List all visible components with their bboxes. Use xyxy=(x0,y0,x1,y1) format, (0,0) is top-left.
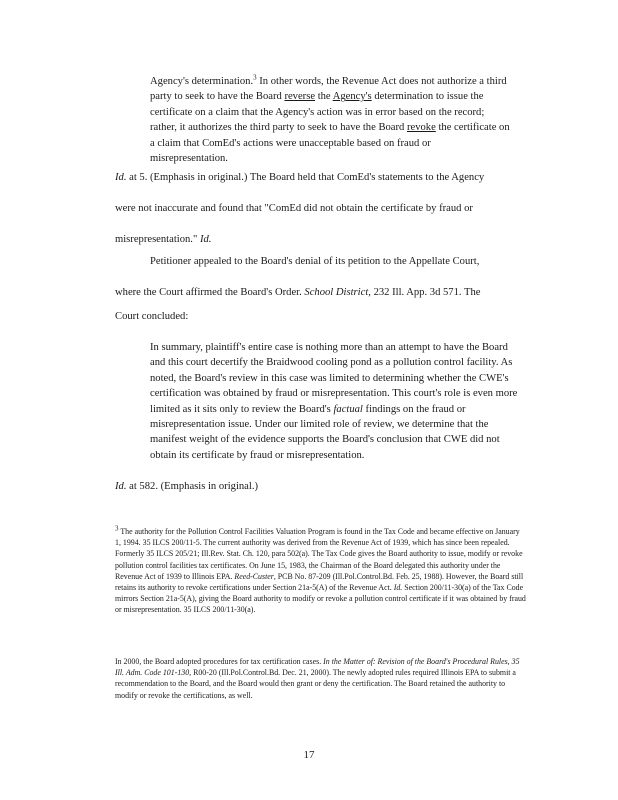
quote-text: the certificate on a claim that ComEd's actions were unacceptable based on fraud or misrepresentation. xyxy=(150,122,510,165)
underlined-word-revoke: revoke xyxy=(406,122,436,134)
rule-citation: In the Matter of: Revision of the Board's Procedural Rules, 35 Ill. Adm. Code 101-130 xyxy=(115,657,520,678)
block-quote-court-conclusion xyxy=(150,340,520,463)
case-name: School District xyxy=(304,287,369,298)
underlined-word-reverse: reverse xyxy=(284,91,316,103)
citation-id: Id. xyxy=(199,234,212,245)
block-quote-agency-determination xyxy=(150,74,510,166)
underlined-word-agencys: Agency's xyxy=(332,91,372,103)
body-text: misrepresentation." xyxy=(115,234,200,245)
quote-text: the xyxy=(315,91,333,103)
body-line xyxy=(115,481,258,492)
footnote-marker[interactable]: 3 xyxy=(253,73,257,82)
footnote-text: Section 200/11-30(a) of the Tax Code mirrors Section 21a-5(A), giving the Board authority to modify or revoke a pollution control certificate if it was obtained by fraud or misrepresentation. 35 ILCS 200/11-30(a). xyxy=(115,583,526,615)
body-text: , 232 Ill. App. 3d 571. The xyxy=(368,287,481,298)
footnote-3 xyxy=(115,526,527,616)
body-text: where the Court affirmed the Board's Order. xyxy=(115,287,305,298)
citation-id: Id. xyxy=(393,583,403,593)
body-line xyxy=(115,287,480,298)
body-line: Court concluded: xyxy=(115,311,189,322)
quote-text: findings on the fraud or misrepresentation issue. Under our limited role of review, we determine that the manifest weight of the evidence supports the Board's conclusion that CWE did not obtain its certificate by fraud or misrepresentation. xyxy=(150,403,500,461)
body-text: at 5. (Emphasis in original.) The Board held that ComEd's statements to the Agency xyxy=(126,172,485,183)
quote-text: determination to issue the certificate on a claim that the Agency's action was in error based on the record; rather, it authorizes the third party to seek to have the Board xyxy=(150,91,485,134)
case-name: Reed-Custer xyxy=(234,571,274,581)
quote-text: In summary, plaintiff's entire case is nothing more than an attempt to have the Board and this court decertify the Braidwood cooling pond as a pollution control facility. As noted, the Board's review in this case was limited to determining whether the CWE's certification was obtained by fraud or misrepresentation. This court's role is even more limited as it sits only to review the Board's xyxy=(150,342,518,415)
footnote-text: , PCB No. 87-209 (Ill.Pol.Control.Bd. Feb. 25, 1988). However, the Board still retains its authority to revoke certifications under Section 21a-5(A) of the Revenue Act. xyxy=(115,571,524,593)
citation-id: Id. xyxy=(115,172,127,183)
quote-text: Agency's determination. xyxy=(150,76,254,87)
footnote-text: , R00-20 (Ill.Pol.Control.Bd. Dec. 21, 2000). The newly adopted rules required Illinois EPA to submit a recommendation to the Board, and the Board would then grant or deny the certification. The Board retained the authority to modify or revoke the certifications, as well. xyxy=(115,668,516,700)
quote-text: In other words, the Revenue Act does not authorize a third party to seek to have the Board xyxy=(150,76,507,103)
body-line: Petitioner appealed to the Board's denial of its petition to the Appellate Court, xyxy=(150,256,480,267)
body-line xyxy=(115,234,211,245)
body-line xyxy=(115,172,484,183)
footnote-text: The authority for the Pollution Control Facilities Valuation Program is found in the Tax Code and became effective on January 1, 1994. 35 ILCS 200/11-5. The current authority was derived from the Revenue Act of 1939, which has since been repealed. Formerly 35 ILCS 205/21; Ill.Rev. Stat. Ch. 120, para 502(a). The Tax Code gives the Board authority to issue, modify or revoke pollution control facilities tax certificates. On June 15, 1983, the Chairman of the Board delegated this authority under the Revenue Act of 1939 to Illinois EPA. xyxy=(115,527,523,581)
footnote-number: 3 xyxy=(115,524,119,533)
body-text: at 582. (Emphasis in original.) xyxy=(126,481,259,492)
footnote-text: In 2000, the Board adopted procedures for tax certification cases. xyxy=(115,657,324,666)
italic-word-factual: factual xyxy=(333,403,363,415)
footnote-3-continued xyxy=(115,656,527,701)
citation-id: Id. xyxy=(115,481,127,492)
page-number: 17 xyxy=(303,749,315,761)
body-line: were not inaccurate and found that "ComEd did not obtain the certificate by fraud or xyxy=(115,203,473,214)
